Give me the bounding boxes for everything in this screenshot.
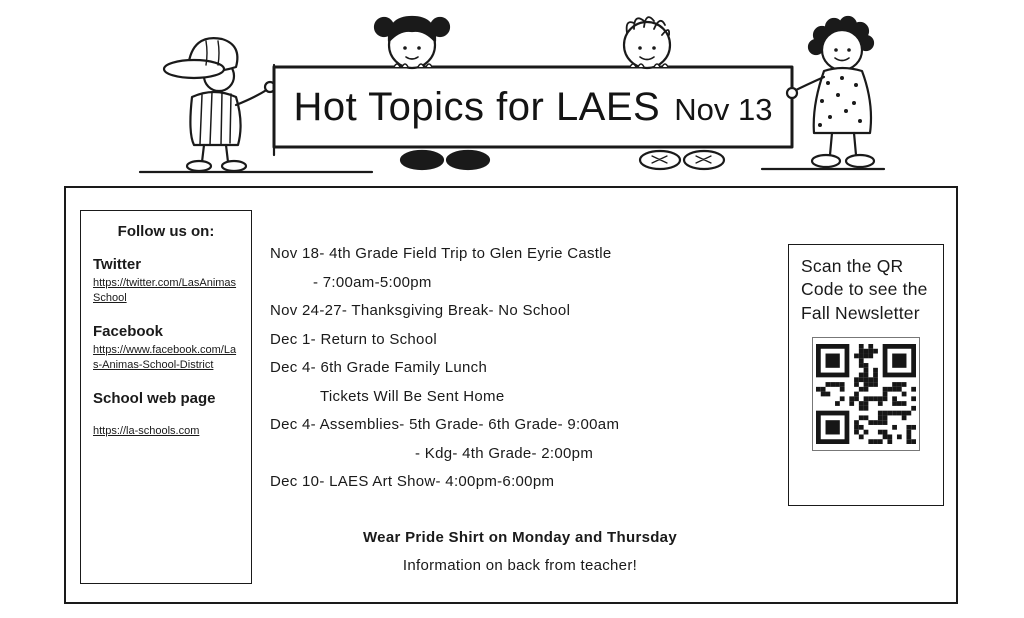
events-list	[270, 240, 770, 497]
twitter-url: https://twitter.com/LasAnimasSchool	[93, 277, 237, 305]
footer-notes	[270, 524, 770, 580]
info-note: Information on back from teacher!	[402, 557, 638, 574]
ground-line	[140, 169, 884, 172]
follow-heading: Follow us on:	[117, 223, 215, 240]
left-kid	[164, 38, 275, 171]
follow-item-twitter	[93, 256, 239, 307]
qr-box	[788, 244, 944, 506]
event-line: Nov 18- 4th Grade Field Trip to Glen Eyrie Castle	[270, 245, 612, 262]
follow-item-facebook	[93, 323, 239, 374]
follow-item-webpage	[93, 390, 239, 439]
event-line: Dec 1- Return to School	[270, 330, 437, 348]
banner	[274, 67, 792, 147]
event-line: Nov 24-27- Thanksgiving Break- No School	[270, 302, 571, 319]
banner-title: Hot Topics for LAES	[293, 85, 661, 129]
event-line: Dec 4- 6th Grade Family Lunch	[270, 359, 488, 376]
webpage-label: School web page	[93, 389, 216, 407]
qr-caption: Scan the QR Code to see the Fall Newsletter	[801, 256, 928, 323]
twitter-label: Twitter	[93, 256, 142, 273]
facebook-url: https://www.facebook.com/Las-Animas-School-District	[93, 343, 237, 372]
follow-box	[80, 210, 252, 584]
qr-code-image	[812, 337, 920, 451]
event-line: - 7:00am-5:00pm	[313, 273, 432, 291]
right-kid	[787, 17, 874, 167]
event-line: - Kdg- 4th Grade- 2:00pm	[415, 444, 594, 462]
banner-date: Nov 13	[674, 92, 773, 127]
event-line: Tickets Will Be Sent Home	[320, 387, 505, 405]
content-box	[64, 186, 958, 604]
pride-shirt-note: Wear Pride Shirt on Monday and Thursday	[363, 529, 677, 546]
facebook-label: Facebook	[93, 322, 164, 340]
event-line: Dec 10- LAES Art Show- 4:00pm-6:00pm	[270, 473, 555, 490]
qr-code	[801, 337, 931, 451]
webpage-url: https://la-schools.com	[93, 424, 200, 437]
event-line: Dec 4- Assemblies- 5th Grade- 6th Grade- 9:00am	[270, 416, 620, 433]
